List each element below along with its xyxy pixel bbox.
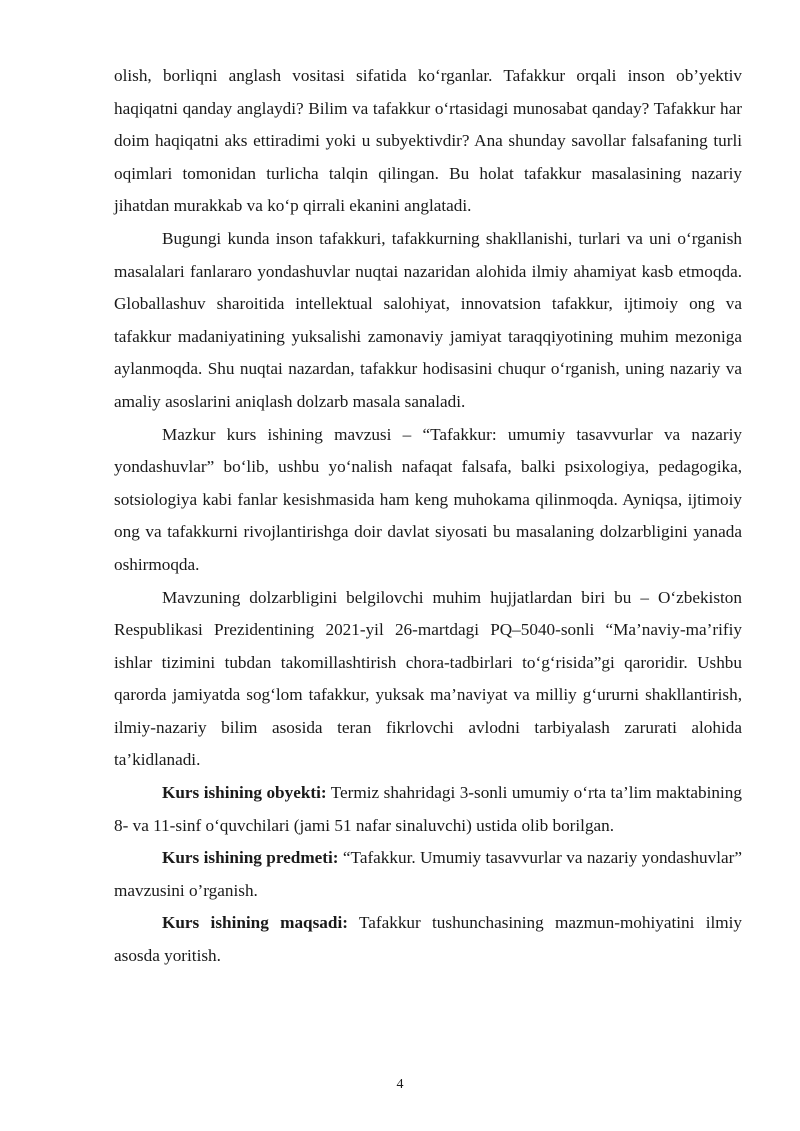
object-text: Termiz shahridagi 3-sonli umumiy o‘rta ta’lim maktabining 8- va 11-sinf o‘quvchilari (jami 51 nafar sinaluvchi) ustida olib borilgan.: [114, 783, 742, 835]
paragraph-decree: Mavzuning dolzarbligini belgilovchi muhim hujjatlardan biri bu – O‘zbekiston Respublikasi Prezidentining 2021-yil 26-martdagi PQ–5040-sonli “Ma’naviy-ma’rifiy ishlar tizimini tubdan takomillashtirish chora-tadbirlari to‘g‘risida”gi qaroridir. Ushbu qarorda jamiyatda sog‘lom tafakkur, yuksak ma’naviyat va milliy g‘ururni shakllantirish, ilmiy-nazariy bilim asosida teran fikrlovchi avlodni tarbiyalash zarurati alohida ta’kidlanadi.: [114, 587, 742, 770]
paragraph-relevance: Bugungi kunda inson tafakkuri, tafakkurning shakllanishi, turlari va uni o‘rganish masalalari fanlararo yondashuvlar nuqtai nazaridan alohida ilmiy ahamiyat kasb etmoqda. Globallashuv sharoitida intellektual salohiyat, innovatsion tafakkur, ijtimoiy ong va tafakkur madaniyatining yuksalishi zamonaviy jamiyat taraqqiyotining muhim mezoniga aylanmoqda. Shu nuqtai nazardan, tafakkur hodisasini chuqur o‘rganish, uning nazariy va amaliy asoslarini aniqlash dolzarb masala sanaladi.: [114, 228, 742, 411]
document-page: [114, 60, 742, 973]
paragraph-goal: [114, 907, 742, 972]
paragraph-subject: [114, 842, 742, 907]
object-label: Kurs ishining obyekti:: [162, 783, 327, 803]
goal-text: Tafakkur tushunchasining mazmun-mohiyatini ilmiy asosda yoritish.: [114, 913, 743, 966]
subject-text: “Tafakkur. Umumiy tasavvurlar va nazariy yondashuvlar” mavzusini o’rganish.: [114, 848, 742, 900]
subject-label: Kurs ishining predmeti:: [162, 848, 339, 868]
paragraph-object: [114, 777, 742, 842]
goal-label: Kurs ishining maqsadi:: [162, 913, 348, 933]
paragraph-topic: Mazkur kurs ishining mavzusi – “Tafakkur: umumiy tasavvurlar va nazariy yondashuvlar” bo‘lib, ushbu yo‘nalish nafaqat falsafa, balki psixologiya, pedagogika, sotsiologiya kabi fanlar kesishmasida ham keng muhokama qilinmoqda. Ayniqsa, ijtimoiy ong va tafakkurni rivojlantirishga doir davlat siyosati bu masalaning dolzarbligini yanada oshirmoqda.: [114, 424, 742, 574]
paragraph-intro-continuation: olish, borliqni anglash vositasi sifatida ko‘rganlar. Tafakkur orqali inson ob’yektiv haqiqatni qanday anglaydi? Bilim va tafakkur o‘rtasidagi munosabat qanday? Tafakkur har doim haqiqatni aks ettiradimi yoki u subyektivdir? Ana shunday savollar falsafaning turli oqimlari tomonidan turlicha talqin qilingan. Bu holat tafakkur masalasining nazariy jihatdan murakkab va ko‘p qirrali ekanini anglatadi.: [114, 66, 742, 216]
page-number: 4: [396, 1077, 404, 1092]
